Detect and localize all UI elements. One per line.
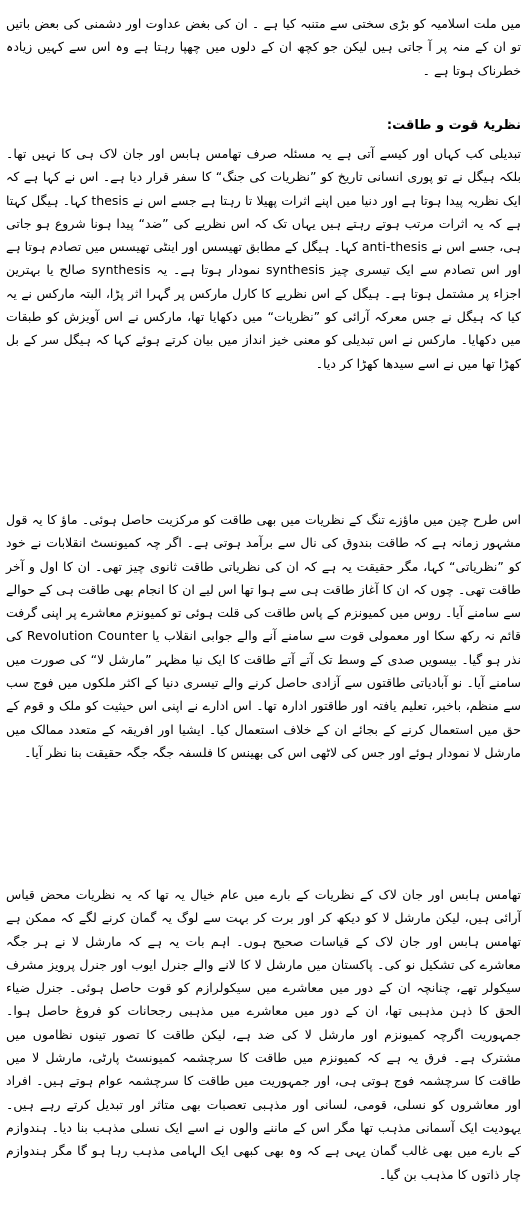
paragraph-hegel: تبدیلی کب کہاں اور کیسے آتی ہے یہ مسئلہ صرف تھامس ہابس اور جان لاک ہی کا نہیں تھا۔ بلکہ ہیگل نے تو پوری انسانی تاریخ کو ”نظریات کی جنگ“ کا سفر قرار دیا ہے۔ اس نے کہا ہے کہ ایک نظریہ پیدا ہوتا ہے اور دنیا میں اپنے اثرات پھیلا تا رہتا ہے جسے اس نے thesis کہا۔ ہیگل کہتا ہے کہ یہ اثرات مرتب ہوتے رہتے ہیں یہاں تک کہ اس نظریے کی ”ضد“ پیدا ہونا شروع ہو جاتی ہی، جسے اس نے anti-thesis کہا۔ ہیگل کے مطابق تھیسس اور اینٹی تھیسس میں تصادم ہوتا ہے اور اس تصادم سے ایک تیسری چیز synthesis نمودار ہوتا ہے۔ یہ synthesis صالح یا بہترین اجزاء پر مشتمل ہوتا ہے۔ ہیگل کے اس نظریے کا کارل مارکس پر گہرا اثر پڑا، البتہ مارکس نے یہ کیا کہ ہیگل نے جس معرکہ آرائی کو ”نظریات“ میں دکھایا تھا، مارکس نے اس آویزش کو طبقات میں دکھایا۔ مارکس نے اس تبدیلی کو معنی خیز انداز میں بیان کرتے ہوئے کہا کہ ہیگل سر کے بل کھڑا تھا میں نے اسے سیدھا کھڑا کر دیا۔ bbox=[6, 146, 521, 371]
mao-block bbox=[6, 508, 521, 764]
intro-block bbox=[6, 12, 521, 82]
paragraph-mao: اس طرح چین میں ماؤزے تنگ کے نظریات میں بھی طاقت کو مرکزیت حاصل ہوئی۔ ماؤ کا یہ قول مشہور زمانہ ہے کہ طاقت بندوق کی نال سے برآمد ہوتی ہے۔ اگر چہ کمیونسٹ انقلابات نے خود کو ”نظریاتی“ کہا، مگر حقیقت یہ ہے کہ ان کی نظریاتی طاقت ثانوی چیز تھی۔ ان کا اول و آخر طاقت تھی۔ چوں کہ ان کا آغاز طاقت ہی سے ہوا تھا اس لیے ان کا انجام بھی طاقت ہی کے حوالے سے سامنے آیا۔ روس میں کمیونزم کے پاس طاقت کی قلت ہوئی تو کمیونزم معاشرے پر اپنی گرفت قائم نہ رکھ سکا اور معمولی قوت سے سامنے آنے والے جوابی انقلاب یا Revolution Counter کی نذر ہو گیا۔ بیسویں صدی کے وسط تک آتے آتے طاقت کا ایک نیا مظہر ”مارشل لا“ کی صورت میں سامنے آیا۔ نو آبادیاتی طاقتوں سے آزادی حاصل کرنے والے تیسری دنیا کے اکثر ملکوں میں فوج سب سے منظم، باخبر، تعلیم یافتہ اور طاقتور ادارہ تھا۔ اس ادارے نے اپنی اس حیثیت کو ملک و قوم کے حق میں استعمال کرنے کے بجائے ان کے خلاف استعمال کیا۔ ایشیا اور افریقہ کے متعدد ممالک میں مارشل لا نمودار ہوئے اور جس کی لاٹھی اس کی بھینس کا فلسفہ جگہ جگہ حقیقت بنا نظر آیا۔ bbox=[6, 512, 522, 760]
heading-block bbox=[6, 116, 521, 136]
hegel-block bbox=[6, 142, 521, 375]
paragraph-hobbes-locke: تھامس ہابس اور جان لاک کے نظریات کے بارے میں عام خیال یہ تھا کہ یہ نظریات محض قیاس آرائی ہیں، لیکن مارشل لا کو دیکھ کر اور برت کر بہت سے لوگ یہ گمان کرنے لگے کہ ممکن ہے تھامس ہابس اور جان لاک کے قیاسات صحیح ہوں۔ اہم بات یہ ہے کہ مارشل لا نے ہر جگہ معاشرے کی تشکیل نو کی۔ پاکستان میں مارشل لا کا لانے والے جنرل ایوب اور جنرل پرویز مشرف سیکولر تھے، چنانچہ ان کے دور میں معاشرے میں سیکولرازم کو قوت حاصل ہوئی۔ جنرل ضیاء الحق کا ذہن مذہبی تھا، ان کے دور میں معاشرے میں مذہبی رجحانات کو فروغ حاصل ہوا۔ جمہوریت اگرچہ کمیونزم اور مارشل لا کی ضد ہے، لیکن طاقت کا تصور تینوں نظاموں میں مشترک ہے۔ فرق یہ ہے کہ کمیونزم میں طاقت کا سرچشمہ کمیونسٹ پارٹی، مارشل لا میں طاقت کا سرچشمہ فوج ہوتی ہی، اور جمہوریت میں طاقت کا سرچشمہ عوام ہوتے ہیں۔ افراد اور معاشروں کو نسلی، قومی، لسانی اور مذہبی تعصبات بھی متاثر اور تبدیل کرتے رہے ہیں۔ یہودیت ایک آسمانی مذہب تھا مگر اس کے ماننے والوں نے اسے ایک نسلی مذہب بنا دیا۔ ہندوازم کے بارے میں بھی غالب گمان یہی ہے کہ وہ بھی کبھی ایک الہامی مذہب رہا ہو گا مگر ہندوازم چار ذاتوں کا مذہب بن گیا۔ bbox=[6, 887, 521, 1182]
section-heading: نظریۂ قوت و طاقت: bbox=[386, 118, 521, 133]
hobbes-block bbox=[6, 883, 521, 1186]
intro-paragraph: میں ملت اسلامیہ کو بڑی سختی سے متنبہ کیا ہے ۔ ان کی بغض عداوت اور دشمنی کی بعض باتیں تو ان کے منہ پر آ جاتی ہیں لیکن جو کچھ ان کے دلوں میں چھپا رہتا ہے وہ اس سے کہیں زیادہ خطرناک ہوتا ہے ۔ bbox=[6, 16, 521, 78]
